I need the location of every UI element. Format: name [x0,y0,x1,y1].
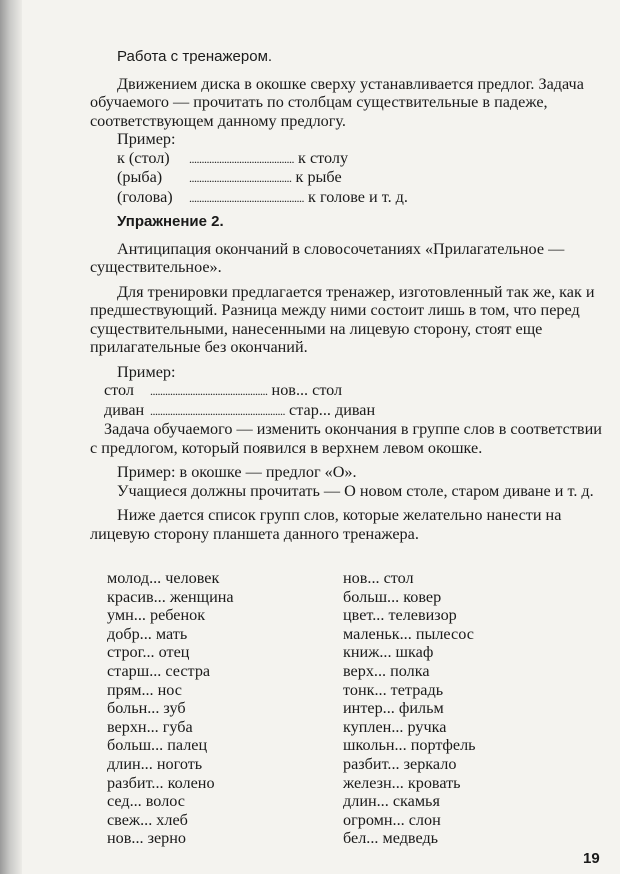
paragraph-training: Для тренировки предлагается тренажер, изготовленный так же, как и предшествующий. Разница между ними состоит лишь в том, что перед существительными, нанесенными на лицевую сторону, стоят еще прилагательные без окончаний. [90,282,595,356]
word-pair: красив... женщина [107,587,234,606]
word-pair: сед... волос [107,792,185,811]
example-list-1 [90,149,605,208]
example-row: диван ...................................................... стар... диван [104,400,376,419]
page-number: 19 [583,850,600,867]
example-row: стол ............................................... нов... стол [104,381,343,399]
word-pair: цвет... телевизор [343,606,457,625]
word-pair: умн... ребенок [107,606,206,625]
paragraph-disk: Движением диска в окошке сверху устанавливается предлог. Задача обучаемого — прочитать по столбцам существительные в падеже, соответствующем данному предлогу. [90,74,584,130]
word-pair: старш... сестра [107,661,211,680]
page-binding-shadow [0,0,22,874]
word-pair: куплен... ручка [343,717,447,736]
example-list-2 [90,381,605,420]
word-pair: маленьк... пылесос [343,624,474,643]
paragraph-word-list-intro: Ниже дается список групп слов, которые желательно нанести на лицевую сторону планшета данного тренажера. [90,506,562,543]
word-list-left [107,569,234,848]
paragraph-example-o: Пример: в окошке — предлог «О». [117,463,357,481]
word-pair: разбит... зеркало [343,754,457,773]
word-list-right [343,569,476,848]
word-pair: верхн... губа [107,717,193,736]
word-pair: добр... мать [107,624,188,643]
paragraph-students: Учащиеся должны прочитать — О новом столе, старом диване и т. д. [117,481,594,500]
word-pair: длин... ноготь [107,754,203,773]
word-pair: нов... стол [343,569,414,587]
word-pair: строг... отец [107,643,190,662]
word-pair: тонк... тетрадь [343,680,444,699]
example-label: Пример: [117,130,176,148]
example-row: к (стол) .......................................... к столу [117,148,349,167]
word-pair: школьн... портфель [343,736,476,755]
word-pair: железн... кровать [343,773,461,792]
exercise-title: Упражнение 2. [117,213,224,230]
word-pair: огромн... слон [343,810,441,829]
word-pair: прям... нос [107,680,182,699]
word-pair: нов... зерно [107,829,187,848]
paragraph-task: Задача обучаемого — изменить окончания в группе слов в соответствии с предлогом, который появился в верхнем левом окошке. [90,420,602,457]
section-heading: Работа с тренажером. [117,48,273,65]
word-pair: больн... зуб [107,699,186,718]
example-row: (голова) .............................................. к голове и т. д. [117,187,408,206]
page-text [90,48,605,543]
word-pair: свеж... хлеб [107,810,188,829]
word-pair: верх... полка [343,661,430,680]
paragraph-anticipation: Антиципация окончаний в словосочетаниях «Прилагательное — существительное». [90,239,565,276]
example-row: (рыба) ......................................... к рыбе [117,168,342,186]
word-pair: длин... скамья [343,792,440,811]
word-pair: интер... фильм [343,699,444,718]
word-pair: книж... шкаф [343,643,434,662]
word-pair: молод... человек [107,569,220,587]
word-pair: бел... медведь [343,829,439,848]
word-pair: разбит... колено [107,773,215,792]
example2-label: Пример: [117,362,176,381]
word-pair: больш... ковер [343,587,442,606]
word-pair: больш... палец [107,736,208,755]
